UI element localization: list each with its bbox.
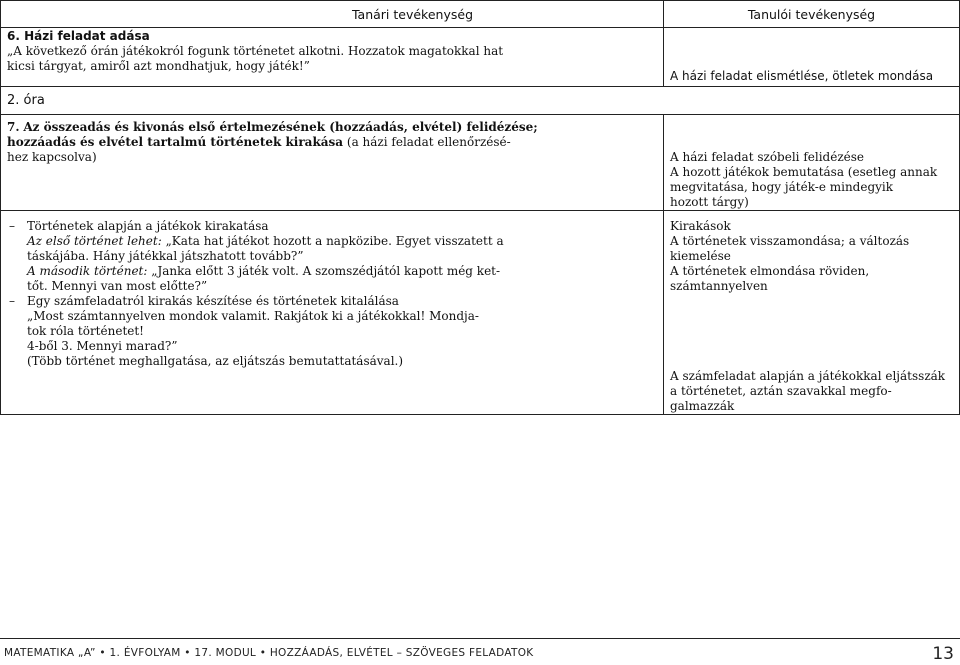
header-teacher: Tanári tevékenység [1,1,664,28]
table-header-row [1,1,960,28]
stories-student-cell [664,211,960,415]
task7-student-1: A házi feladat szóbeli felidézése [670,150,865,164]
dash-2: – [9,294,15,308]
stories-teacher-cell [1,211,664,415]
task7-student-cell [664,115,960,211]
task7-line1: Az összeadás és kivonás első értelmezésének (hozzáadás, elvétel) felidézése; [23,120,538,134]
quote-line-2: tok róla történetet! [27,324,145,338]
homework-title: 6. Házi feladat adása [7,29,150,43]
task7-line2-rest: (a házi feladat ellenőrzésé- [343,135,511,149]
second-story-label: A második történet: [27,264,148,278]
task7-teacher-cell [1,115,664,211]
row-stories [1,211,960,415]
page-number: 13 [932,644,954,664]
homework-line1: „A következő órán játékokról fogunk történetet alkotni. Hozzatok magatokkal hat [7,44,504,58]
homework-student-cell [664,28,960,87]
homework-line2: kicsi tárgyat, amiről azt mondhatjuk, hogy játék!” [7,59,310,73]
dash-1: – [9,219,15,233]
second-story-text-2: tőt. Mennyi van most előtte?” [27,279,208,293]
task7-number: 7. [7,120,20,134]
row-homework [1,28,960,87]
row-lesson-2 [1,87,960,115]
first-story-text-1: „Kata hat játékot hozott a napközibe. Egyet visszatett a [161,234,504,248]
stories-student-3: A történetek elmondása röviden, számtannyelven [670,264,870,293]
task7-student-2: A hozott játékok bemutatása (esetleg annak megvitatása, hogy játék-e mindegyik [670,165,938,194]
stories-heading-1: Történetek alapján a játékok kirakatása [27,219,269,233]
task7-line2-bold: hozzáadás és elvétel tartalmú történetek kirakása [7,135,344,149]
stories-student-5: galmazzák [670,399,735,413]
first-story-text-2: táskájába. Hány játékkal játszhatott tovább?” [27,249,304,263]
header-student: Tanulói tevékenység [664,1,960,28]
quote-line-1: „Most számtannyelven mondok valamit. Rakjátok ki a játékokkal! Mondja- [27,309,479,323]
row-task-7 [1,115,960,211]
task7-line3: hez kapcsolva) [7,150,97,164]
lesson-2-cell [1,87,960,115]
stories-heading-2: Egy számfeladatról kirakás készítése és történetek kitalálása [27,294,399,308]
stories-student-2: A történetek visszamondása; a változás kiemelése [670,234,910,263]
stories-student-4: A számfeladat alapján a játékokkal eljátsszák a történetet, aztán szavakkal megfo- [670,369,946,398]
task7-student-3: hozott tárgy) [670,195,749,209]
quote-line-4: (Több történet meghallgatása, az eljátszás bemutattatásával.) [27,354,404,368]
page-footer [0,638,960,665]
homework-teacher-cell [1,28,664,87]
lesson-2-title: 2. óra [7,93,45,108]
homework-student-text: A házi feladat elismétlése, ötletek mondása [670,69,934,83]
stories-student-1: Kirakások [670,219,731,233]
quote-line-3: 4-ből 3. Mennyi marad?” [27,339,178,353]
first-story-label: Az első történet lehet: [27,234,162,248]
footer-running-title: MATEMATIKA „A” • 1. ÉVFOLYAM • 17. MODUL • HOZZÁADÁS, ELVÉTEL – SZÖVEGES FELADATOK [4,647,534,659]
second-story-text-1: „Janka előtt 3 játék volt. A szomszédjától kapott még ket- [147,264,501,278]
